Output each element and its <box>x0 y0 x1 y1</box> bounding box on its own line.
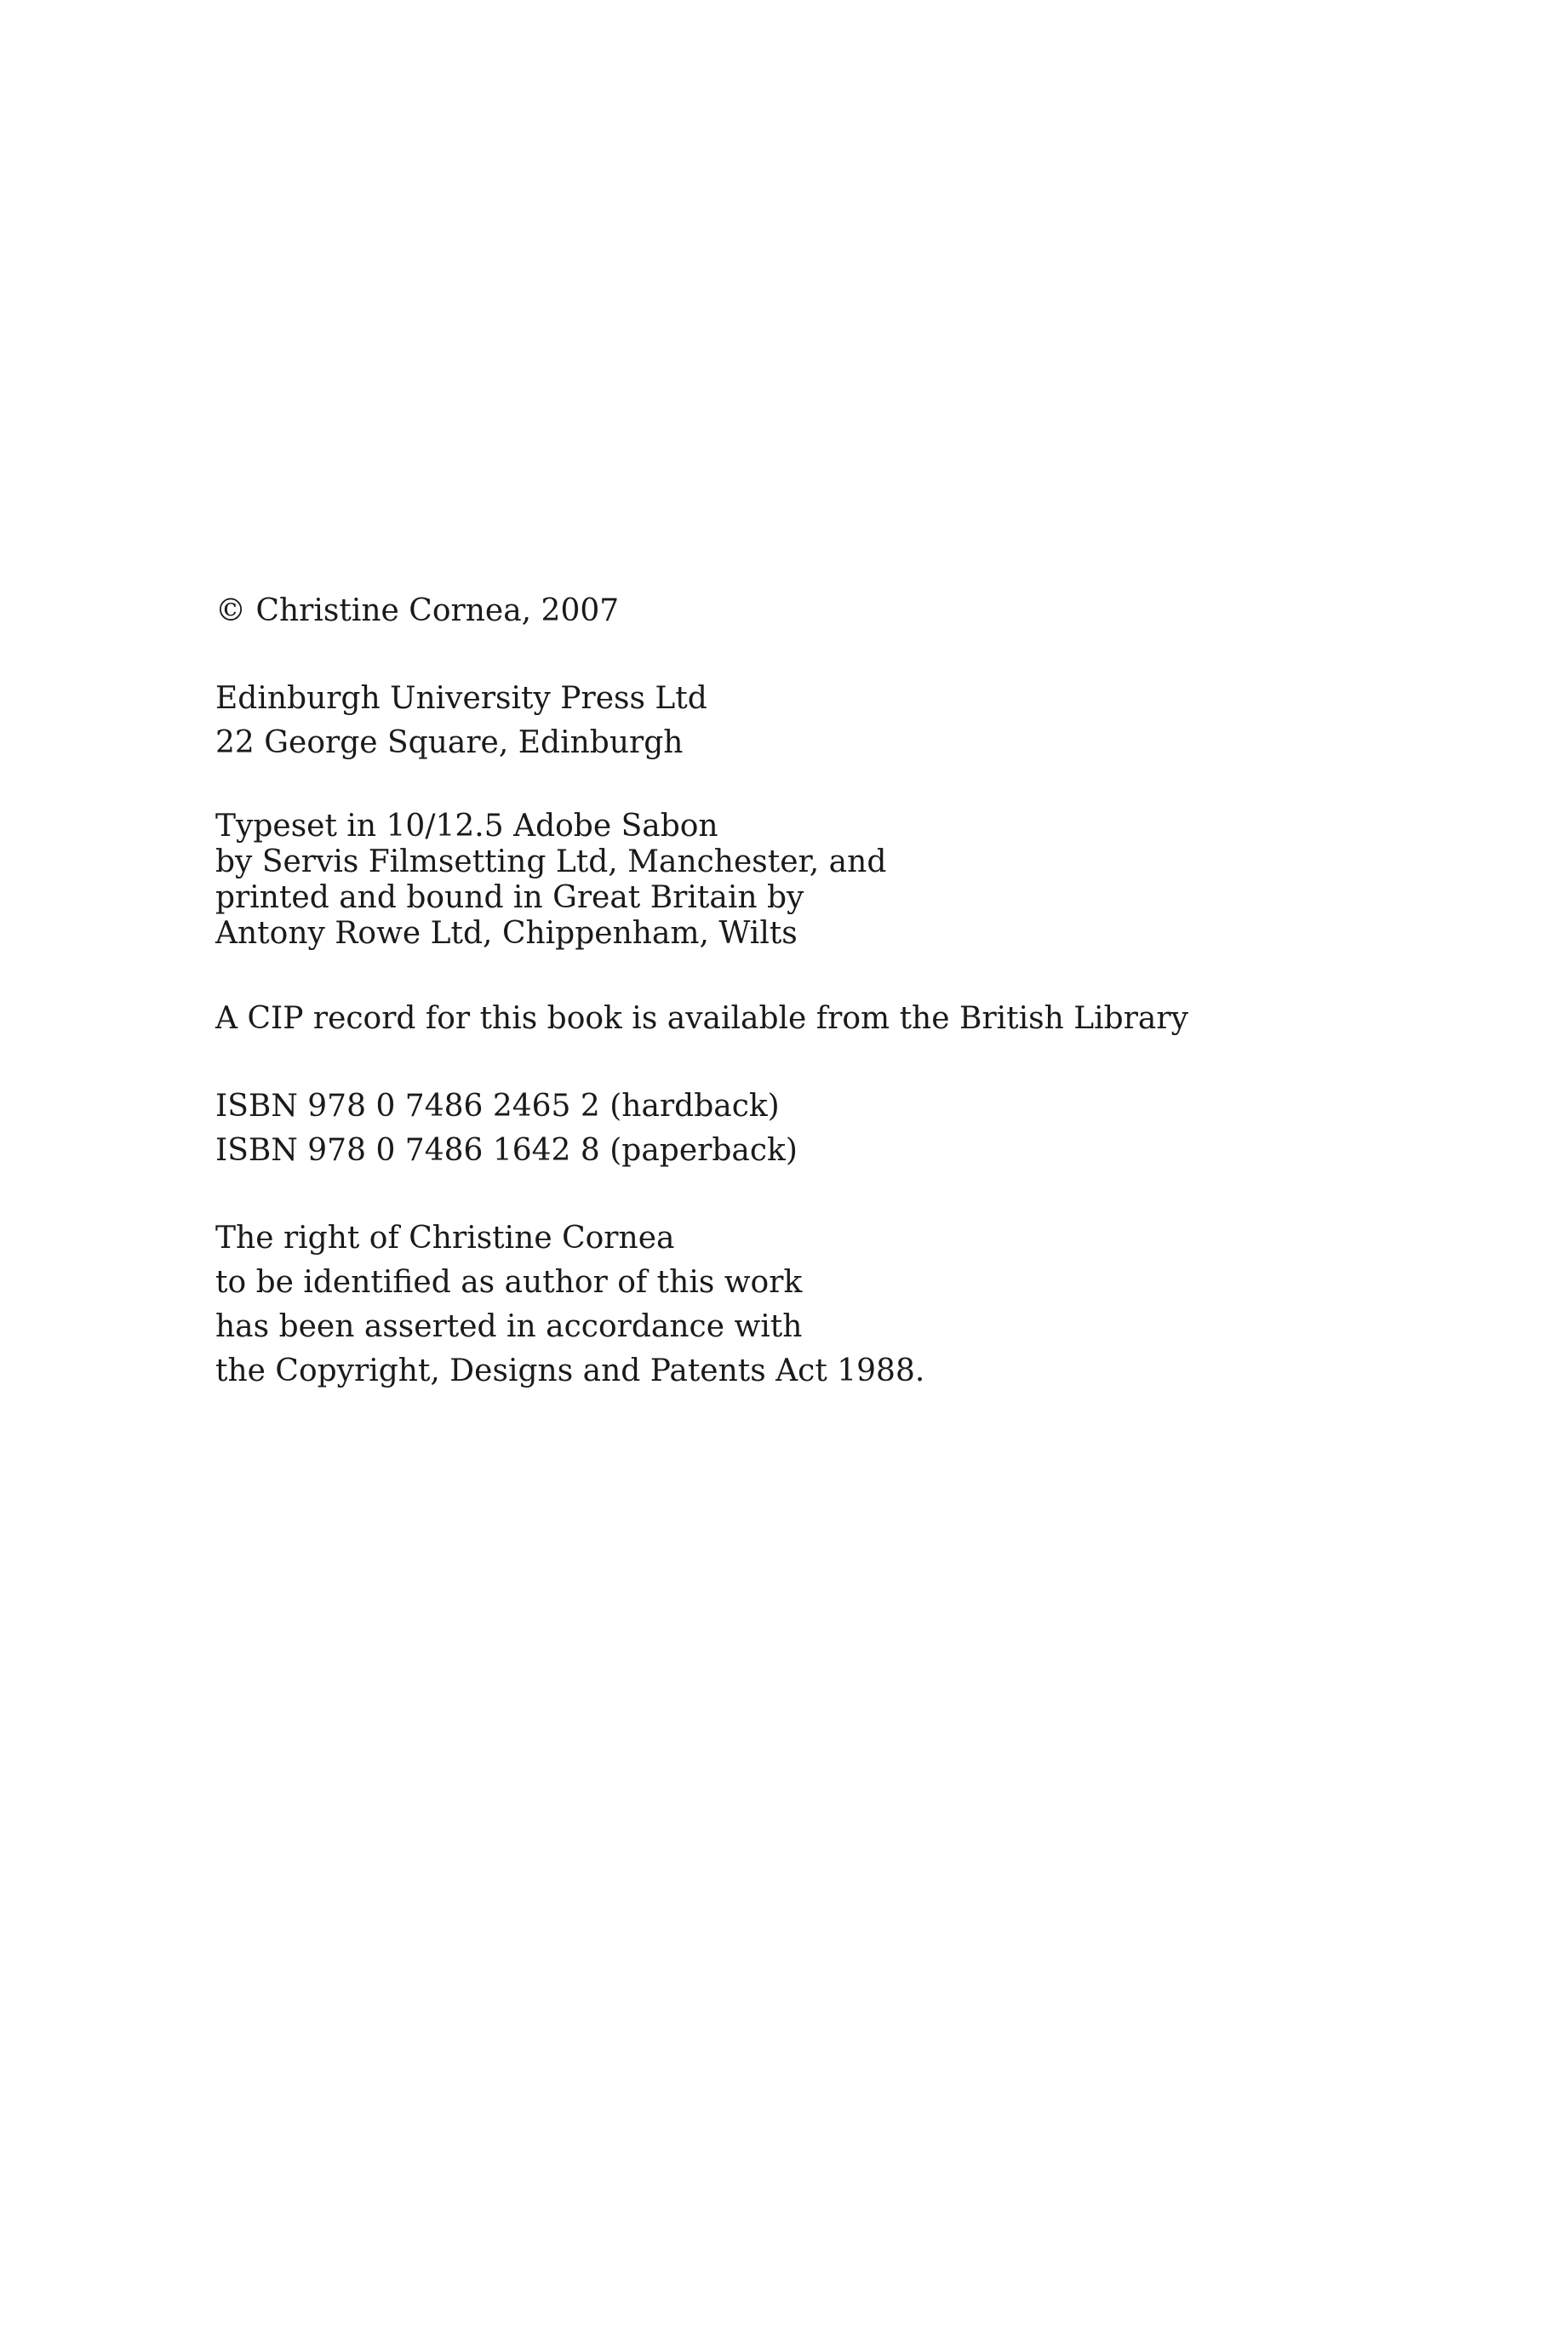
typesetting-block <box>215 809 886 952</box>
copyright-notice: © Christine Cornea, 2007 <box>215 593 620 628</box>
moral-rights-block <box>215 1216 924 1393</box>
typesetting-line: by Servis Filmsetting Ltd, Manchester, and <box>215 844 887 879</box>
typesetting-line: Typeset in 10/12.5 Adobe Sabon <box>215 809 718 844</box>
publisher-address: 22 George Square, Edinburgh <box>215 725 684 760</box>
moral-rights-line: to be identified as author of this work <box>215 1265 803 1300</box>
moral-rights-line: The right of Christine Cornea <box>215 1221 675 1256</box>
isbn-hardback: ISBN 978 0 7486 2465 2 (hardback) <box>215 1089 780 1124</box>
typesetting-line: printed and bound in Great Britain by <box>215 880 804 915</box>
moral-rights-line: has been asserted in accordance with <box>215 1309 803 1344</box>
publisher-block <box>215 677 707 765</box>
moral-rights-line: the Copyright, Designs and Patents Act 1988. <box>215 1353 925 1388</box>
copyright-notice-block <box>215 589 619 633</box>
isbn-block <box>215 1084 798 1173</box>
typesetting-line: Antony Rowe Ltd, Chippenham, Wilts <box>215 916 798 951</box>
cip-record-block <box>215 997 1188 1041</box>
publisher-name: Edinburgh University Press Ltd <box>215 681 707 716</box>
isbn-paperback: ISBN 978 0 7486 1642 8 (paperback) <box>215 1133 798 1168</box>
cip-record: A CIP record for this book is available from the British Library <box>215 1001 1188 1036</box>
